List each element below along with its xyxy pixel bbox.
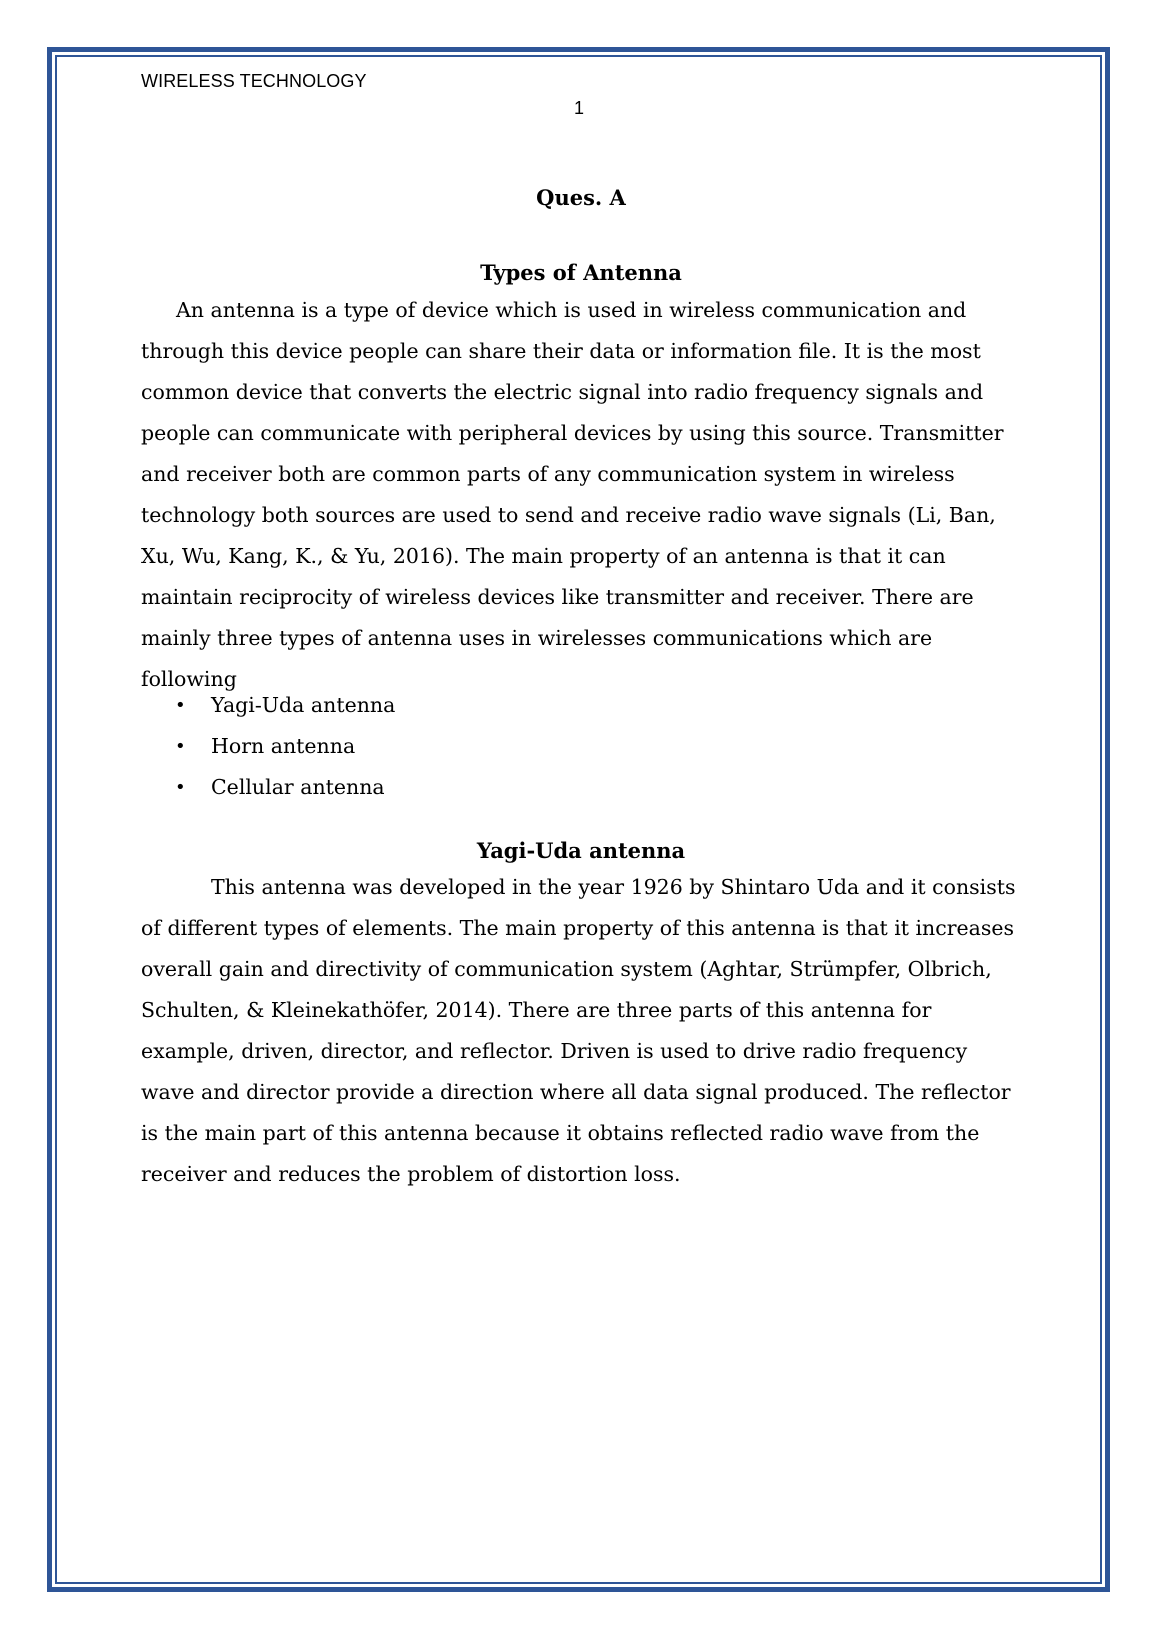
list-item bbox=[141, 685, 1021, 726]
page-number: 1 bbox=[573, 98, 584, 118]
list-item-label: Cellular antenna bbox=[211, 775, 385, 799]
list-item bbox=[141, 726, 1021, 767]
list-item bbox=[141, 767, 1021, 808]
bullet-icon: • bbox=[175, 777, 186, 798]
bullet-icon: • bbox=[175, 736, 186, 757]
paragraph-yagi-uda: This antenna was developed in the year 1926 by Shintaro Uda and it consists of different types of elements. The main property of this antenna is that it increases overall gain and directivity of communication system (Aghtar, Strümpfer, Olbrich, Schulten, & Kleinekathöfer, 2014). There are three parts of this antenna for example, driven, director, and reflector. Driven is used to drive radio frequency wave and director provide a direction where all data signal produced. The reflector is the main part of this antenna because it obtains reflected radio wave from the receiver and reduces the problem of distortion loss. bbox=[141, 875, 1016, 1186]
question-title: Ques. A bbox=[536, 185, 626, 210]
list-item-label: Horn antenna bbox=[211, 734, 356, 758]
bullet-icon: • bbox=[175, 695, 186, 716]
section-heading-yagi-uda: Yagi-Uda antenna bbox=[476, 838, 686, 863]
list-item-label: Yagi-Uda antenna bbox=[211, 693, 396, 717]
section-heading-types-of-antenna: Types of Antenna bbox=[480, 260, 682, 285]
paragraph-types-of-antenna: An antenna is a type of device which is used in wireless communication and through this device people can share their data or information file. It is the most common device that converts the electric signal into radio frequency signals and people can communicate with peripheral devices by using this source. Transmitter and receiver both are common parts of any communication system in wireless technology both sources are used to send and receive radio wave signals (Li, Ban, Xu, Wu, Kang, K., & Yu, 2016). The main property of an antenna is that it can maintain reciprocity of wireless devices like transmitter and receiver. There are mainly three types of antenna uses in wirelesses communications which are following bbox=[141, 298, 1004, 691]
antenna-types-list bbox=[141, 685, 1021, 808]
running-head: WIRELESS TECHNOLOGY bbox=[141, 71, 367, 91]
